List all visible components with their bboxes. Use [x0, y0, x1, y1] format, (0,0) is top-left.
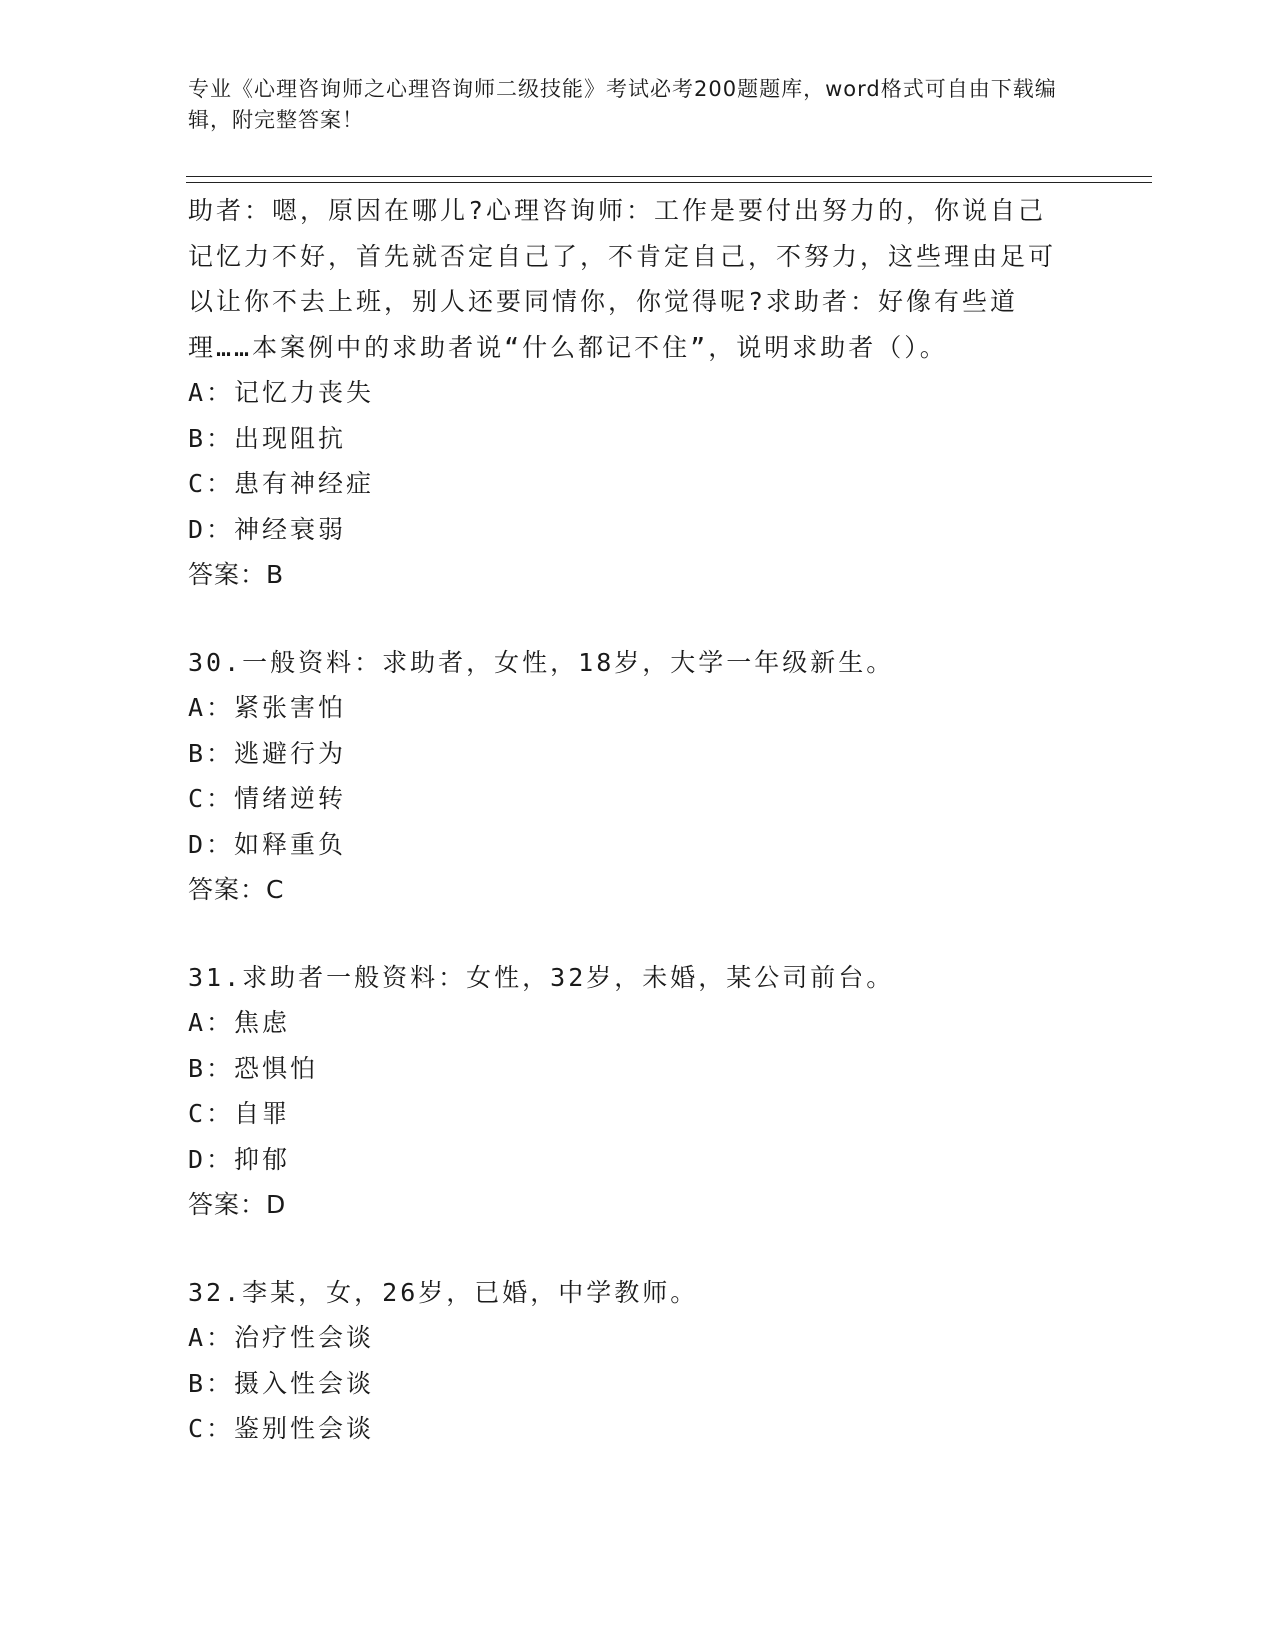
spacer: [188, 1228, 1088, 1270]
question-30: [188, 640, 1088, 913]
question-stem: 30.一般资料：求助者，女性，18岁，大学一年级新生。: [188, 647, 895, 677]
option-d: D：神经衰弱: [188, 514, 347, 544]
option-b: B：出现阻抗: [188, 423, 347, 453]
option-a: A：治疗性会谈: [188, 1323, 375, 1352]
question-32: [188, 1270, 1088, 1452]
option-a: A：记忆力丧失: [188, 378, 375, 407]
question-stem: 31.求助者一般资料：女性，32岁，未婚，某公司前台。: [188, 962, 895, 992]
option-b: B：摄入性会谈: [188, 1368, 375, 1398]
option-a: A：焦虑: [188, 1008, 291, 1037]
question-29-continued: [188, 188, 1088, 598]
option-d: D：如释重负: [188, 829, 347, 859]
document-body: [188, 188, 1088, 1452]
question-stem: 32.李某，女，26岁，已婚，中学教师。: [188, 1277, 699, 1307]
option-c: C：鉴别性会谈: [188, 1414, 375, 1443]
option-d: D：抑郁: [188, 1144, 291, 1174]
spacer: [188, 913, 1088, 955]
option-c: C：患有神经症: [188, 469, 375, 498]
header-rule-top: [186, 176, 1152, 177]
spacer: [188, 598, 1088, 640]
option-c: C：自罪: [188, 1099, 291, 1128]
answer-line: 答案：C: [188, 875, 285, 904]
option-b: B：逃避行为: [188, 738, 347, 768]
question-31: [188, 955, 1088, 1228]
option-c: C：情绪逆转: [188, 784, 347, 813]
document-header: 专业《心理咨询师之心理咨询师二级技能》考试必考200题题库，word格式可自由下载编辑，附完整答案！: [188, 77, 1057, 132]
header-rule-bottom: [186, 182, 1152, 183]
option-b: B：恐惧怕: [188, 1053, 319, 1083]
question-passage: 助者：嗯，原因在哪儿?心理咨询师：工作是要付出努力的，你说自己记忆力不好，首先就否定自己了，不肯定自己，不努力，这些理由足可以让你不去上班，别人还要同情你，你觉得呢?求助者：好像有些道理……本案例中的求助者说“什么都记不住”，说明求助者（）。: [188, 196, 1057, 362]
answer-line: 答案：D: [188, 1190, 287, 1219]
answer-line: 答案：B: [188, 560, 285, 589]
option-a: A：紧张害怕: [188, 693, 347, 722]
